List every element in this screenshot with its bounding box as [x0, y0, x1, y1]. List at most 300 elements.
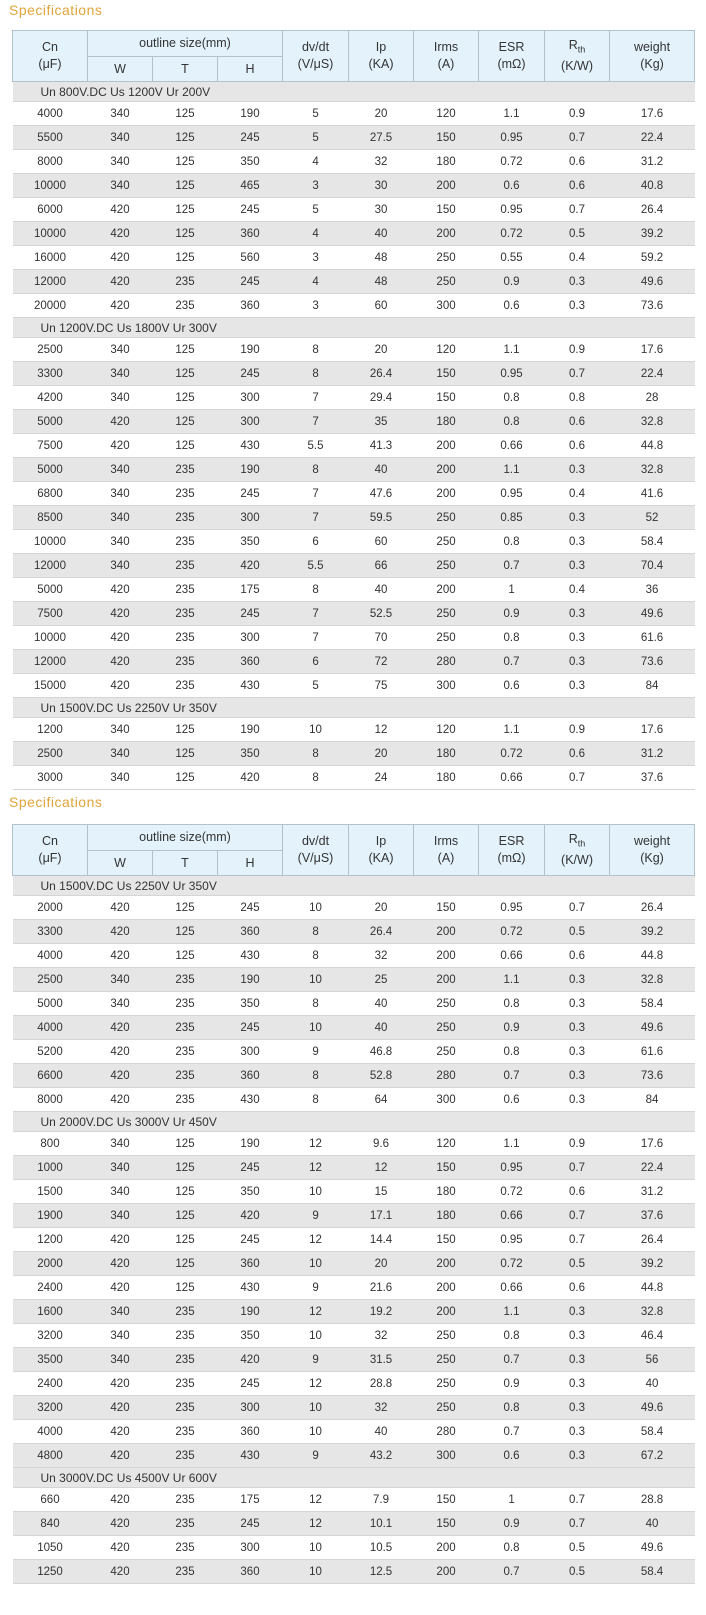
table-cell: 190 — [218, 102, 283, 126]
table-cell: 245 — [218, 1372, 283, 1396]
table-cell: 5000 — [13, 458, 88, 482]
table-cell: 10.5 — [349, 1536, 414, 1560]
group-label: Un 1500V.DC Us 2250V Ur 350V — [13, 698, 695, 718]
table-cell: 0.3 — [545, 1088, 610, 1112]
table-row — [13, 1372, 695, 1396]
table-cell: 30 — [349, 198, 414, 222]
table-cell: 0.95 — [479, 896, 545, 920]
table-cell: 0.95 — [479, 126, 545, 150]
table-cell: 0.6 — [479, 294, 545, 318]
table-cell: 19.2 — [349, 1300, 414, 1324]
table-cell: 0.8 — [479, 626, 545, 650]
table-cell: 0.8 — [479, 992, 545, 1016]
table-cell: 20 — [349, 102, 414, 126]
table-cell: 4200 — [13, 386, 88, 410]
table-cell: 0.7 — [545, 766, 610, 790]
header-weight-label: weight — [633, 40, 671, 54]
table-cell: 0.9 — [545, 718, 610, 742]
table-cell: 0.3 — [545, 1372, 610, 1396]
table-cell: 200 — [414, 1276, 479, 1300]
table-cell: 67.2 — [610, 1444, 695, 1468]
table-cell: 0.6 — [545, 150, 610, 174]
table-cell: 61.6 — [610, 1040, 695, 1064]
table-row — [13, 1488, 695, 1512]
table-cell: 235 — [153, 968, 218, 992]
table-cell: 0.55 — [479, 246, 545, 270]
table-cell: 235 — [153, 482, 218, 506]
table-cell: 44.8 — [610, 944, 695, 968]
table-cell: 0.3 — [545, 1064, 610, 1088]
table-row — [13, 1444, 695, 1468]
table-cell: 0.7 — [479, 1420, 545, 1444]
header-irms-unit: (A) — [437, 57, 455, 71]
table-cell: 250 — [414, 1348, 479, 1372]
table-cell: 245 — [218, 896, 283, 920]
table-cell: 420 — [88, 198, 153, 222]
table-cell: 0.85 — [479, 506, 545, 530]
table-row — [13, 1420, 695, 1444]
table-cell: 73.6 — [610, 650, 695, 674]
table-cell: 300 — [414, 1444, 479, 1468]
table-cell: 420 — [88, 944, 153, 968]
table-cell: 0.72 — [479, 150, 545, 174]
table-cell: 6 — [283, 530, 349, 554]
table-cell: 235 — [153, 554, 218, 578]
table-cell: 350 — [218, 742, 283, 766]
table-cell: 7500 — [13, 434, 88, 458]
table-row — [13, 1276, 695, 1300]
table-cell: 10000 — [13, 222, 88, 246]
table-cell: 125 — [153, 920, 218, 944]
table-cell: 0.66 — [479, 434, 545, 458]
table-cell: 20 — [349, 1252, 414, 1276]
table-cell: 10000 — [13, 626, 88, 650]
table-cell: 180 — [414, 1204, 479, 1228]
table-cell: 8000 — [13, 1088, 88, 1112]
table-cell: 40 — [349, 992, 414, 1016]
table-cell: 420 — [88, 1560, 153, 1584]
table-cell: 250 — [414, 1016, 479, 1040]
table-cell: 125 — [153, 338, 218, 362]
table-cell: 56 — [610, 1348, 695, 1372]
header-dvdt — [283, 825, 349, 876]
table-cell: 125 — [153, 1228, 218, 1252]
table-cell: 46.8 — [349, 1040, 414, 1064]
group-row — [13, 1112, 695, 1132]
table-cell: 125 — [153, 174, 218, 198]
table-row — [13, 1228, 695, 1252]
table-cell: 420 — [88, 602, 153, 626]
table-cell: 4000 — [13, 1420, 88, 1444]
header-rth-unit: (K/W) — [561, 853, 593, 868]
table-cell: 4 — [283, 222, 349, 246]
table-cell: 420 — [88, 896, 153, 920]
table-cell: 32.8 — [610, 1300, 695, 1324]
table-cell: 8 — [283, 944, 349, 968]
header-rth-unit: (K/W) — [561, 59, 593, 74]
header-rth-label: R — [568, 37, 578, 52]
table-cell: 44.8 — [610, 434, 695, 458]
table-cell: 39.2 — [610, 1252, 695, 1276]
table-row — [13, 246, 695, 270]
table-cell: 8000 — [13, 150, 88, 174]
header-outline-size: outline size(mm) — [88, 825, 283, 851]
table-cell: 10 — [283, 1420, 349, 1444]
table-cell: 3 — [283, 294, 349, 318]
table-cell: 14.4 — [349, 1228, 414, 1252]
table-cell: 2500 — [13, 338, 88, 362]
table-cell: 250 — [414, 1372, 479, 1396]
table-cell: 340 — [88, 362, 153, 386]
table-cell: 0.72 — [479, 222, 545, 246]
table-cell: 0.5 — [545, 1536, 610, 1560]
table-cell: 120 — [414, 1132, 479, 1156]
table-cell: 0.3 — [545, 1444, 610, 1468]
table-cell: 235 — [153, 1064, 218, 1088]
header-irms-label: Irms — [433, 40, 459, 54]
table-cell: 350 — [218, 992, 283, 1016]
table-cell: 300 — [218, 410, 283, 434]
spec-table — [12, 824, 695, 1584]
header-cn-label: Cn — [42, 834, 58, 848]
table-cell: 72 — [349, 650, 414, 674]
table-cell: 0.3 — [545, 1324, 610, 1348]
header-cn — [13, 825, 88, 876]
table-cell: 420 — [88, 650, 153, 674]
table-cell: 30 — [349, 174, 414, 198]
table-cell: 235 — [153, 602, 218, 626]
table-cell: 3000 — [13, 766, 88, 790]
table-cell: 0.6 — [479, 674, 545, 698]
table-cell: 3200 — [13, 1396, 88, 1420]
table-cell: 35 — [349, 410, 414, 434]
header-ip — [349, 31, 414, 82]
table-cell: 52.8 — [349, 1064, 414, 1088]
table-cell: 0.3 — [545, 530, 610, 554]
table-cell: 4000 — [13, 1016, 88, 1040]
table-cell: 26.4 — [349, 920, 414, 944]
table-cell: 340 — [88, 338, 153, 362]
table-cell: 6 — [283, 650, 349, 674]
table-cell: 40 — [349, 578, 414, 602]
table-cell: 9.6 — [349, 1132, 414, 1156]
table-cell: 12 — [283, 1156, 349, 1180]
group-label: Un 1500V.DC Us 2250V Ur 350V — [13, 876, 695, 896]
table-row — [13, 1512, 695, 1536]
table-cell: 10 — [283, 1180, 349, 1204]
table-cell: 31.5 — [349, 1348, 414, 1372]
header-w: W — [88, 851, 153, 876]
table-cell: 430 — [218, 1088, 283, 1112]
table-cell: 125 — [153, 1204, 218, 1228]
header-row — [13, 31, 695, 57]
table-cell: 0.72 — [479, 742, 545, 766]
table-cell: 420 — [88, 1228, 153, 1252]
table-cell: 0.7 — [545, 1204, 610, 1228]
table-cell: 245 — [218, 1016, 283, 1040]
table-cell: 46.4 — [610, 1324, 695, 1348]
table-cell: 250 — [414, 554, 479, 578]
table-cell: 6600 — [13, 1064, 88, 1088]
table-cell: 66 — [349, 554, 414, 578]
table-cell: 340 — [88, 1324, 153, 1348]
header-esr-unit: (mΩ) — [497, 57, 526, 71]
table-cell: 350 — [218, 1324, 283, 1348]
header-h: H — [218, 851, 283, 876]
table-cell: 125 — [153, 246, 218, 270]
table-cell: 2000 — [13, 896, 88, 920]
table-cell: 1200 — [13, 718, 88, 742]
table-cell: 0.3 — [545, 1420, 610, 1444]
table-cell: 84 — [610, 674, 695, 698]
table-cell: 8 — [283, 920, 349, 944]
table-cell: 10 — [283, 1252, 349, 1276]
table-cell: 59.2 — [610, 246, 695, 270]
header-esr-label: ESR — [498, 40, 525, 54]
table-cell: 7 — [283, 482, 349, 506]
table-cell: 0.3 — [545, 1016, 610, 1040]
table-cell: 1.1 — [479, 1132, 545, 1156]
table-cell: 200 — [414, 1300, 479, 1324]
table-cell: 15 — [349, 1180, 414, 1204]
table-cell: 8 — [283, 338, 349, 362]
table-cell: 430 — [218, 1276, 283, 1300]
table-row — [13, 1252, 695, 1276]
header-ip-unit: (KA) — [368, 851, 394, 865]
table-cell: 200 — [414, 944, 479, 968]
table-cell: 420 — [88, 1040, 153, 1064]
table-cell: 29.4 — [349, 386, 414, 410]
table-cell: 235 — [153, 1396, 218, 1420]
header-dvdt — [283, 31, 349, 82]
table-cell: 350 — [218, 530, 283, 554]
table-cell: 5 — [283, 102, 349, 126]
table-cell: 430 — [218, 1444, 283, 1468]
table-cell: 0.3 — [545, 1300, 610, 1324]
table-cell: 0.3 — [545, 506, 610, 530]
header-esr — [479, 31, 545, 82]
table-cell: 420 — [88, 294, 153, 318]
table-cell: 0.6 — [545, 742, 610, 766]
table-cell: 75 — [349, 674, 414, 698]
table-cell: 150 — [414, 362, 479, 386]
table-cell: 340 — [88, 174, 153, 198]
table-cell: 0.6 — [545, 174, 610, 198]
table-cell: 2500 — [13, 968, 88, 992]
table-cell: 5 — [283, 198, 349, 222]
table-cell: 235 — [153, 650, 218, 674]
table-cell: 235 — [153, 1420, 218, 1444]
header-outline-size: outline size(mm) — [88, 31, 283, 57]
table-cell: 5.5 — [283, 554, 349, 578]
table-cell: 2400 — [13, 1372, 88, 1396]
table-cell: 800 — [13, 1132, 88, 1156]
table-cell: 420 — [88, 410, 153, 434]
table-cell: 7 — [283, 386, 349, 410]
table-cell: 125 — [153, 1252, 218, 1276]
table-cell: 420 — [218, 1204, 283, 1228]
table-cell: 250 — [414, 530, 479, 554]
table-cell: 0.3 — [545, 1396, 610, 1420]
table-cell: 300 — [414, 294, 479, 318]
table-cell: 41.6 — [610, 482, 695, 506]
table-cell: 150 — [414, 198, 479, 222]
header-irms-label: Irms — [433, 834, 459, 848]
table-row — [13, 1536, 695, 1560]
table-cell: 0.9 — [545, 102, 610, 126]
table-cell: 300 — [218, 1396, 283, 1420]
table-cell: 430 — [218, 944, 283, 968]
table-cell: 1000 — [13, 1156, 88, 1180]
table-cell: 40 — [349, 1016, 414, 1040]
table-cell: 49.6 — [610, 270, 695, 294]
table-cell: 420 — [218, 554, 283, 578]
table-cell: 7 — [283, 626, 349, 650]
table-cell: 58.4 — [610, 1560, 695, 1584]
table-cell: 340 — [88, 1348, 153, 1372]
table-cell: 235 — [153, 1488, 218, 1512]
table-row — [13, 386, 695, 410]
table-cell: 0.3 — [545, 1348, 610, 1372]
header-cn — [13, 31, 88, 82]
table-cell: 12 — [283, 1228, 349, 1252]
table-cell: 235 — [153, 294, 218, 318]
table-cell: 125 — [153, 742, 218, 766]
table-cell: 340 — [88, 718, 153, 742]
table-cell: 420 — [88, 1016, 153, 1040]
group-label: Un 3000V.DC Us 4500V Ur 600V — [13, 1468, 695, 1488]
header-irms — [414, 825, 479, 876]
table-cell: 0.3 — [545, 674, 610, 698]
table-cell: 235 — [153, 1348, 218, 1372]
header-t: T — [153, 57, 218, 82]
table-cell: 5000 — [13, 410, 88, 434]
table-cell: 250 — [414, 602, 479, 626]
table-cell: 245 — [218, 482, 283, 506]
table-cell: 59.5 — [349, 506, 414, 530]
table-cell: 0.8 — [479, 530, 545, 554]
table-cell: 52.5 — [349, 602, 414, 626]
spec-section — [0, 0, 706, 790]
table-cell: 0.3 — [545, 270, 610, 294]
table-cell: 125 — [153, 150, 218, 174]
table-cell: 360 — [218, 222, 283, 246]
table-cell: 420 — [88, 270, 153, 294]
header-ip-label: Ip — [375, 834, 387, 848]
table-cell: 340 — [88, 1180, 153, 1204]
table-cell: 245 — [218, 126, 283, 150]
table-cell: 235 — [153, 458, 218, 482]
table-cell: 25 — [349, 968, 414, 992]
table-cell: 420 — [88, 1536, 153, 1560]
table-cell: 49.6 — [610, 1016, 695, 1040]
table-cell: 340 — [88, 1132, 153, 1156]
table-cell: 22.4 — [610, 1156, 695, 1180]
table-cell: 0.6 — [545, 434, 610, 458]
table-cell: 17.1 — [349, 1204, 414, 1228]
table-cell: 32 — [349, 944, 414, 968]
table-cell: 7500 — [13, 602, 88, 626]
group-label: Un 1200V.DC Us 1800V Ur 300V — [13, 318, 695, 338]
header-rth-subscript: th — [577, 838, 586, 849]
header-w: W — [88, 57, 153, 82]
header-weight — [610, 825, 695, 876]
table-cell: 190 — [218, 1132, 283, 1156]
table-cell: 360 — [218, 650, 283, 674]
table-cell: 0.95 — [479, 198, 545, 222]
table-cell: 47.6 — [349, 482, 414, 506]
table-cell: 280 — [414, 650, 479, 674]
table-cell: 235 — [153, 1372, 218, 1396]
table-cell: 125 — [153, 1132, 218, 1156]
table-cell: 17.6 — [610, 338, 695, 362]
table-cell: 235 — [153, 578, 218, 602]
table-cell: 12000 — [13, 554, 88, 578]
table-cell: 37.6 — [610, 766, 695, 790]
table-row — [13, 626, 695, 650]
table-cell: 120 — [414, 102, 479, 126]
table-cell: 250 — [414, 626, 479, 650]
table-cell: 125 — [153, 1180, 218, 1204]
table-cell: 465 — [218, 174, 283, 198]
table-row — [13, 1204, 695, 1228]
table-cell: 200 — [414, 1536, 479, 1560]
table-cell: 150 — [414, 126, 479, 150]
table-cell: 180 — [414, 766, 479, 790]
table-cell: 0.95 — [479, 362, 545, 386]
table-cell: 250 — [414, 992, 479, 1016]
header-cn-unit: (μF) — [38, 851, 62, 865]
group-label: Un 800V.DC Us 1200V Ur 200V — [13, 82, 695, 102]
table-cell: 31.2 — [610, 150, 695, 174]
table-cell: 200 — [414, 578, 479, 602]
table-row — [13, 270, 695, 294]
table-cell: 1050 — [13, 1536, 88, 1560]
table-cell: 235 — [153, 530, 218, 554]
table-cell: 175 — [218, 1488, 283, 1512]
table-cell: 0.8 — [479, 1536, 545, 1560]
table-cell: 420 — [88, 434, 153, 458]
table-cell: 58.4 — [610, 530, 695, 554]
table-cell: 180 — [414, 1180, 479, 1204]
header-weight — [610, 31, 695, 82]
table-row — [13, 742, 695, 766]
table-cell: 150 — [414, 1156, 479, 1180]
table-cell: 5.5 — [283, 434, 349, 458]
table-row — [13, 1348, 695, 1372]
table-cell: 180 — [414, 742, 479, 766]
table-cell: 340 — [88, 1204, 153, 1228]
table-cell: 70.4 — [610, 554, 695, 578]
table-cell: 1.1 — [479, 968, 545, 992]
table-cell: 8 — [283, 578, 349, 602]
table-cell: 7 — [283, 506, 349, 530]
header-cn-unit: (μF) — [38, 57, 62, 71]
table-cell: 420 — [88, 674, 153, 698]
table-cell: 41.3 — [349, 434, 414, 458]
table-cell: 125 — [153, 362, 218, 386]
table-cell: 49.6 — [610, 602, 695, 626]
table-cell: 17.6 — [610, 102, 695, 126]
table-cell: 360 — [218, 1560, 283, 1584]
table-cell: 5500 — [13, 126, 88, 150]
table-cell: 340 — [88, 126, 153, 150]
table-cell: 200 — [414, 458, 479, 482]
table-cell: 0.95 — [479, 1228, 545, 1252]
table-row — [13, 222, 695, 246]
table-cell: 420 — [88, 1444, 153, 1468]
table-cell: 0.5 — [545, 1252, 610, 1276]
